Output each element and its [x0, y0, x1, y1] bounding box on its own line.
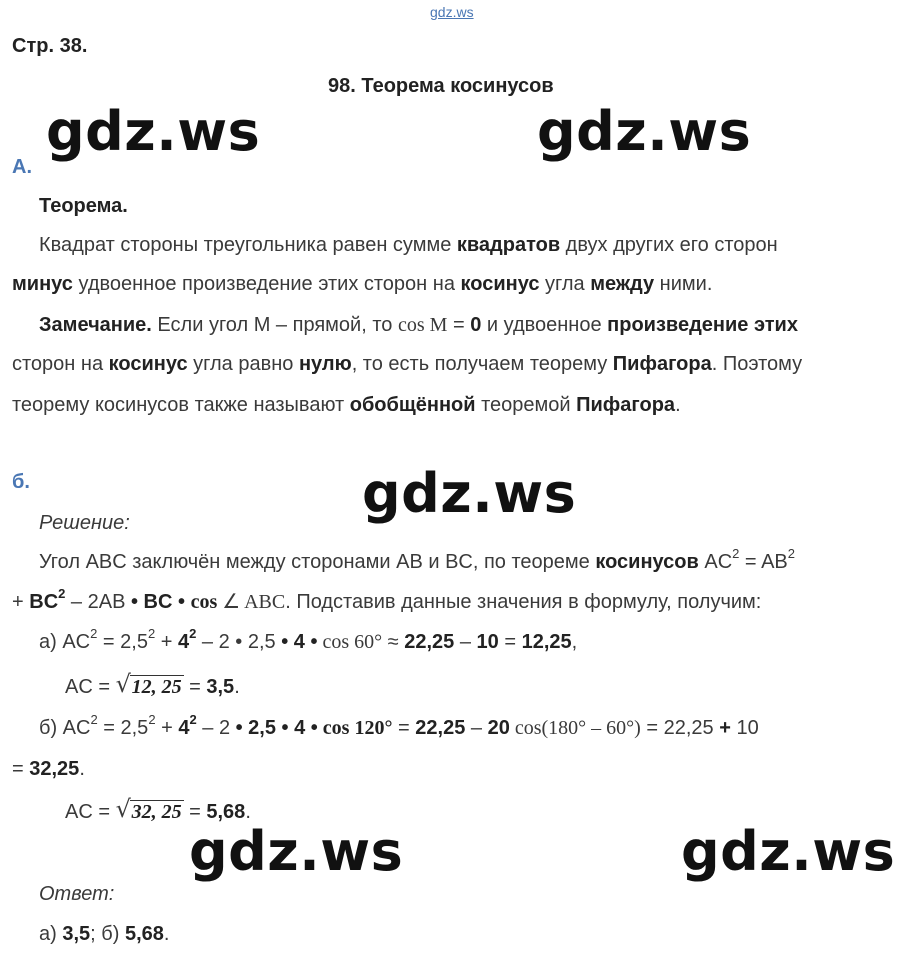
- theorem-text-line-1: Квадрат стороны треугольника равен сумме квадратов двух других его сторон: [39, 234, 778, 256]
- remark-line-2: сторон на косинус угла равно нулю, то есть получаем теорему Пифагора. Поэтому: [12, 353, 803, 375]
- theorem-text-line-2: минус удвоенное произведение этих сторон на косинус угла между ними.: [12, 273, 713, 295]
- watermark-text: gdz.ws: [362, 462, 577, 525]
- solution-part-b-result: AC = √ 32, 25 = 5,68.: [65, 795, 251, 823]
- solution-part-a-result: AC = √ 12, 25 = 3,5.: [65, 670, 240, 698]
- remark-line-3: теорему косинусов также называют обобщённой теоремой Пифагора.: [12, 394, 681, 416]
- theorem-heading: Теорема.: [39, 195, 128, 217]
- watermark-text: gdz.ws: [537, 100, 752, 163]
- section-label-b: б.: [12, 471, 30, 493]
- remark-line-1: Замечание. Если угол M – прямой, то cos M = 0 и удвоенное произведение этих: [39, 314, 798, 336]
- solution-part-a: а) $AC^2 = 2,5^2 + 4^2 - 2$ • 2,5 • 4 • cos 60° ≈ 22,25 – 10 = 12,25,: [39, 626, 578, 653]
- solution-line-2: + $BC^2 - 2AB$ • BC • cos ∠ ABC. Подставив данные значения в формулу, получим:: [12, 586, 762, 613]
- solution-part-b: б) $AC^2 = 2,5^2 + 4^2 - 2$ • 2,5 • 4 • cos 120° = 22,25 – 20 cos(180° – 60°) = 22,25 + 10: [39, 712, 759, 739]
- solution-part-b-cont: = 32,25.: [12, 758, 85, 780]
- sqrt-expression: √ 12, 25: [115, 670, 182, 698]
- page-number: Стр. 38.: [12, 35, 88, 57]
- watermark-top: gdz.ws: [430, 4, 474, 20]
- solution-line-1: Угол ABC заключён между сторонами AB и BC, по теореме косинусов $AC^2 = AB^2$: [39, 546, 795, 573]
- section-label-a: А.: [12, 156, 32, 178]
- solution-label: Решение:: [39, 512, 130, 534]
- watermark-text: gdz.ws: [46, 100, 261, 163]
- answer-label: Ответ:: [39, 883, 115, 905]
- page-title: 98. Теорема косинусов: [328, 75, 554, 97]
- watermark-text: gdz.ws: [189, 820, 404, 883]
- sqrt-expression: √ 32, 25: [115, 795, 182, 823]
- answer-text: а) 3,5; б) 5,68.: [39, 923, 170, 945]
- watermark-text: gdz.ws: [681, 820, 896, 883]
